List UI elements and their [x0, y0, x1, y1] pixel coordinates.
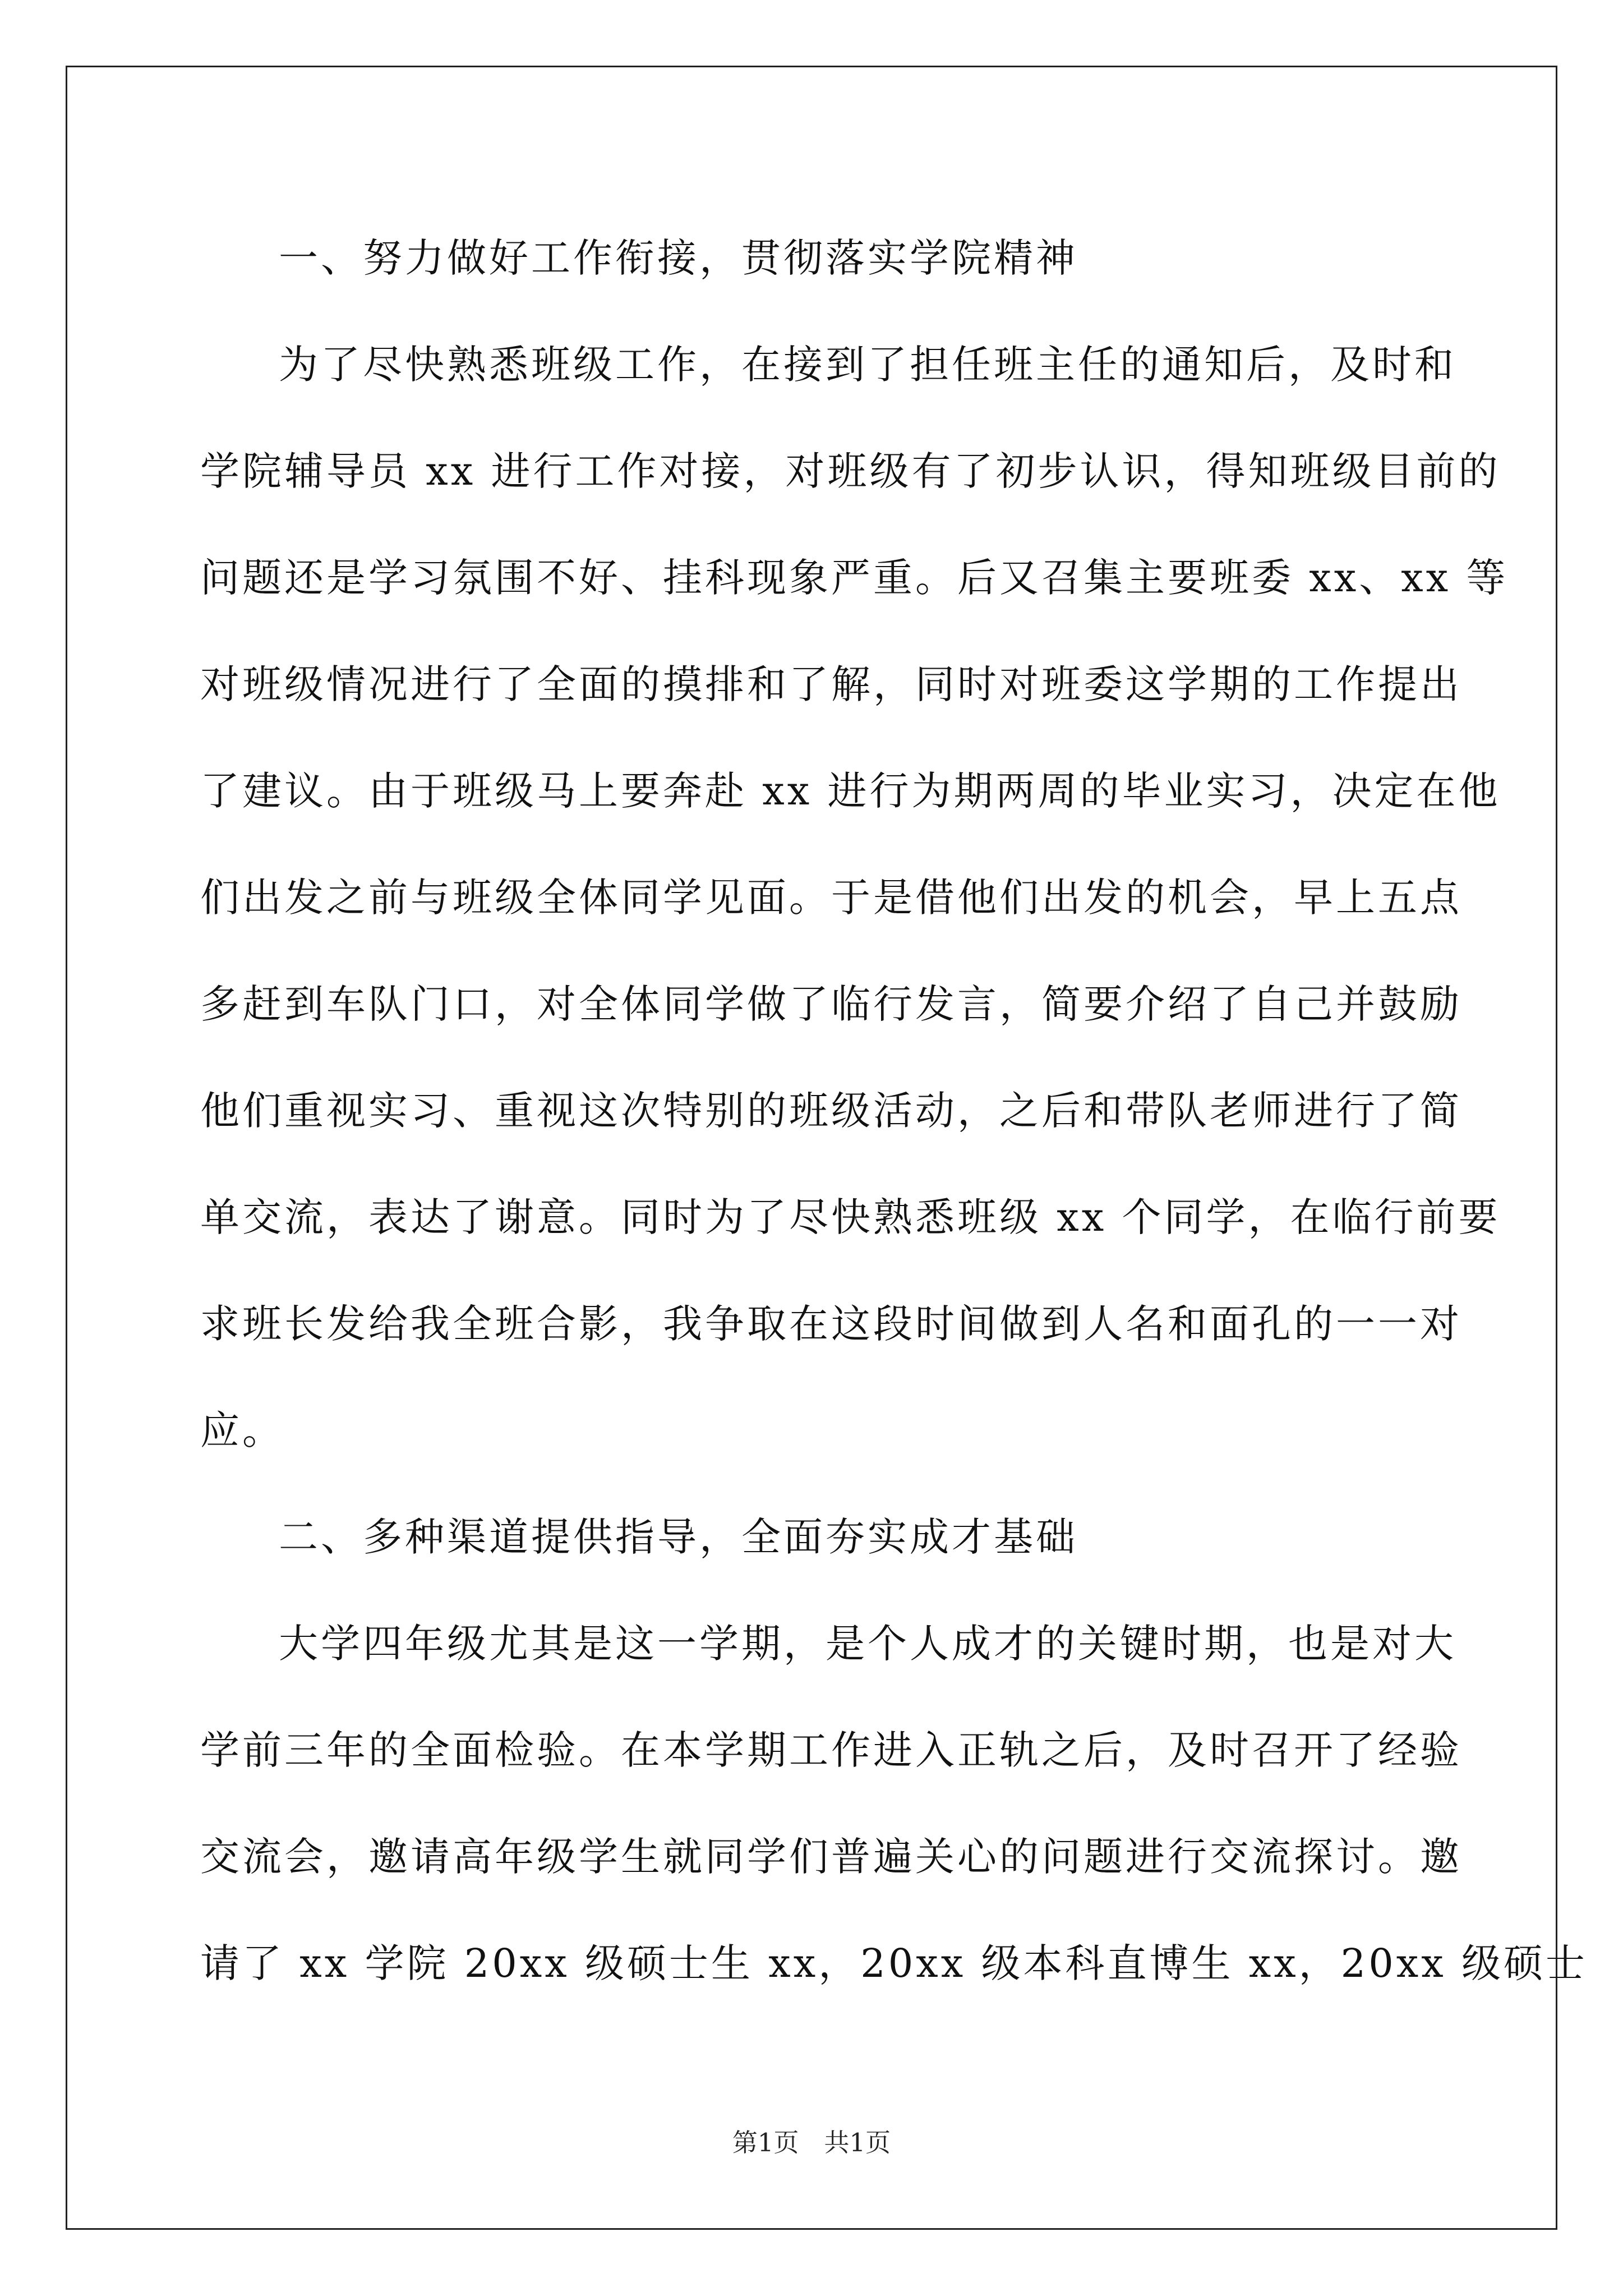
paragraph-line: 请了 xx 学院 20xx 级硕士生 xx，20xx 级本科直博生 xx，20xx 级硕士	[200, 1940, 1588, 1986]
paragraph-line: 应。	[200, 1407, 284, 1453]
paragraph-line: 求班长发给我全班合影，我争取在这段时间做到人名和面孔的一一对	[200, 1301, 1462, 1347]
page-footer: 第1页 共1页	[732, 2128, 891, 2157]
paragraph-line: 为了尽快熟悉班级工作，在接到了担任班主任的通知后，及时和	[279, 342, 1456, 388]
paragraph-line: 单交流，表达了谢意。同时为了尽快熟悉班级 xx 个同学，在临行前要	[200, 1194, 1501, 1240]
paragraph-line: 们出发之前与班级全体同学见面。于是借他们出发的机会，早上五点	[200, 875, 1462, 921]
paragraph-line: 学院辅导员 xx 进行工作对接，对班级有了初步认识，得知班级目前的	[200, 448, 1501, 494]
heading-section-2: 二、多种渠道提供指导，全面夯实成才基础	[279, 1514, 1078, 1560]
paragraph-line: 了建议。由于班级马上要奔赴 xx 进行为期两周的毕业实习，决定在他	[200, 768, 1501, 814]
paragraph-line: 对班级情况进行了全面的摸排和了解，同时对班委这学期的工作提出	[200, 661, 1462, 707]
heading-section-1: 一、努力做好工作衔接，贯彻落实学院精神	[279, 235, 1078, 281]
paragraph-line: 多赶到车队门口，对全体同学做了临行发言，简要介绍了自己并鼓励	[200, 981, 1462, 1027]
paragraph-line: 交流会，邀请高年级学生就同学们普遍关心的问题进行交流探讨。邀	[200, 1834, 1462, 1880]
paragraph-line: 学前三年的全面检验。在本学期工作进入正轨之后，及时召开了经验	[200, 1727, 1462, 1773]
paragraph-line: 问题还是学习氛围不好、挂科现象严重。后又召集主要班委 xx、xx 等	[200, 555, 1509, 601]
paragraph-line: 大学四年级尤其是这一学期，是个人成才的关键时期，也是对大	[279, 1621, 1456, 1667]
paragraph-line: 他们重视实习、重视这次特别的班级活动，之后和带队老师进行了简	[200, 1088, 1462, 1134]
